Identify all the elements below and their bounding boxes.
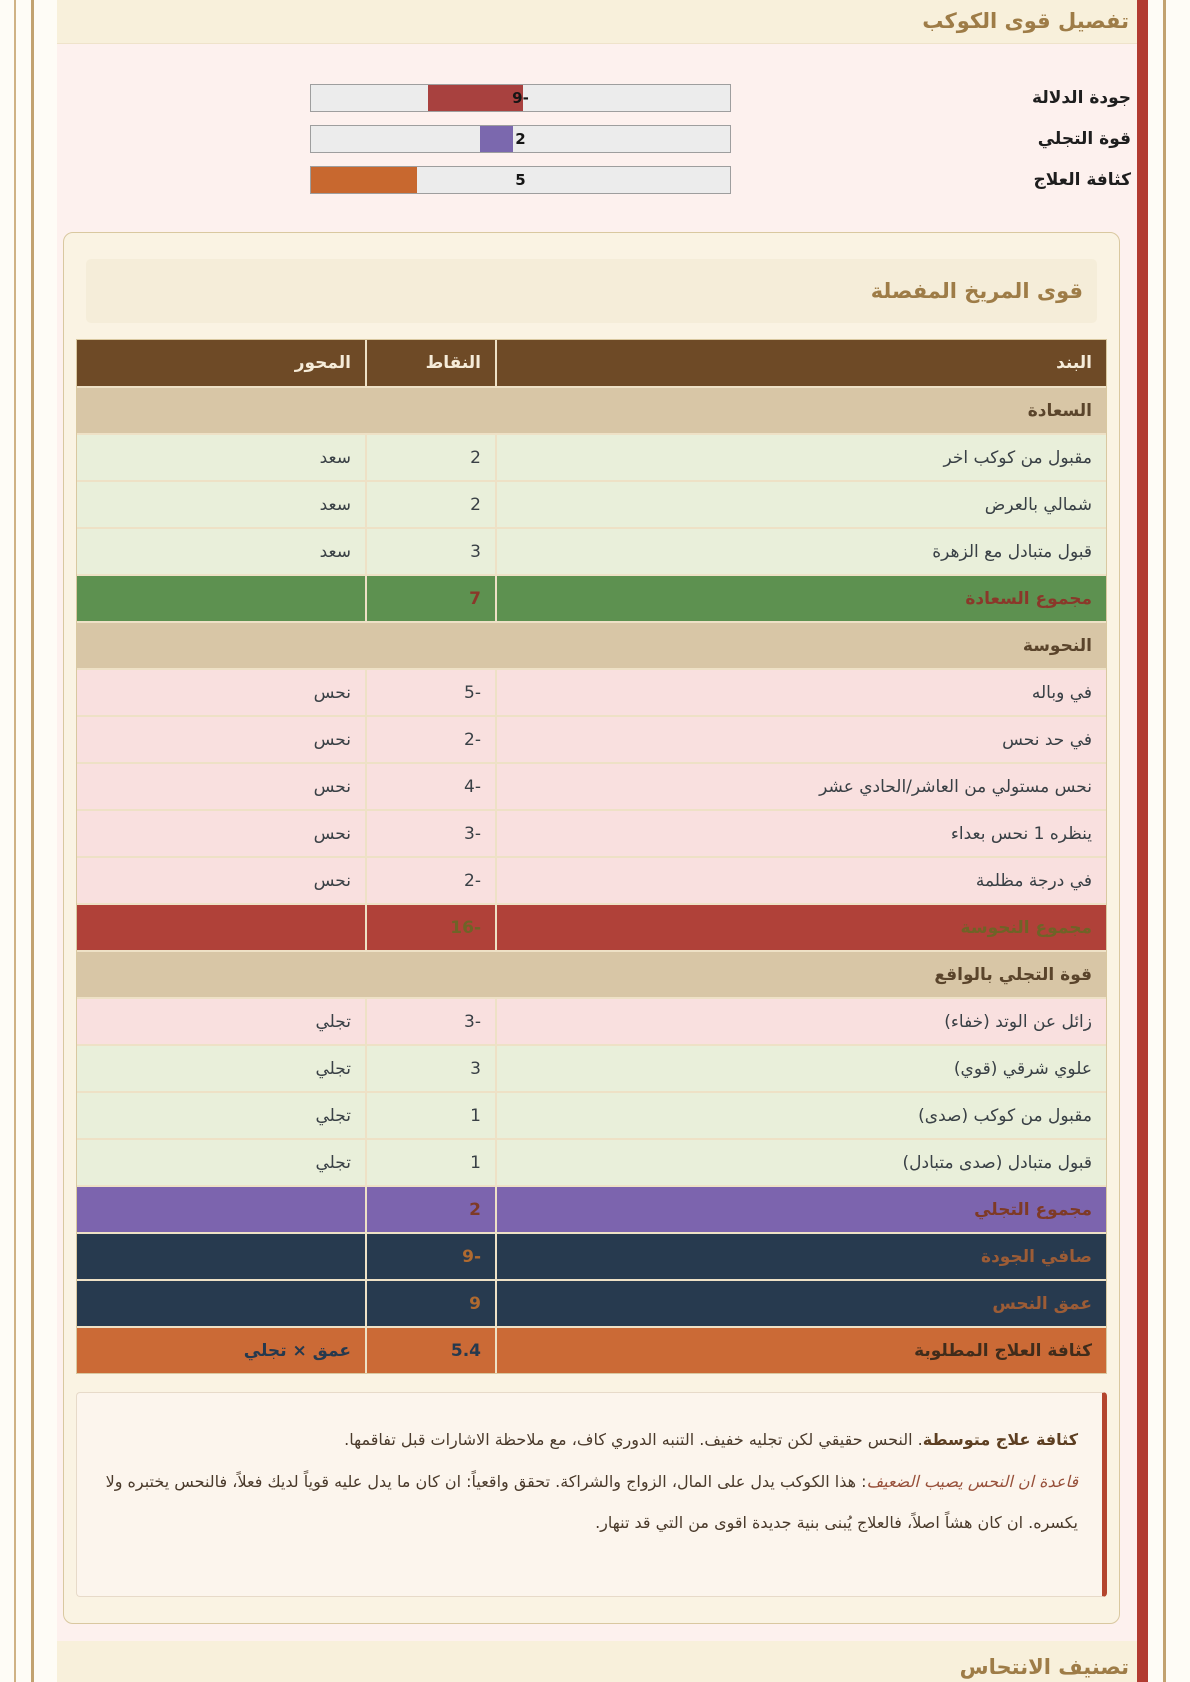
row-axis-cell <box>77 1281 365 1326</box>
row-item-cell: مجموع النحوسة <box>497 905 1106 950</box>
row-item-cell: في حد نحس <box>497 717 1106 762</box>
note-line-1 <box>101 1419 1078 1461</box>
row-item-cell: في وباله <box>497 670 1106 715</box>
row-points-cell: 1 <box>367 1140 495 1185</box>
row-item-cell: مقبول من كوكب اخر <box>497 435 1106 480</box>
row-item-cell: مجموع التجلي <box>497 1187 1106 1232</box>
row-points-cell: 7 <box>367 576 495 621</box>
row-points-cell: -16 <box>367 905 495 950</box>
row-points-cell: -2 <box>367 717 495 762</box>
row-item-cell: قبول متبادل مع الزهرة <box>497 529 1106 574</box>
total-row <box>77 576 1106 621</box>
right-red-stripe <box>1137 0 1148 1682</box>
row-item-cell: شمالي بالعرض <box>497 482 1106 527</box>
row-points-cell: النقاط <box>367 340 495 386</box>
note-line-2-text: : هذا الكوكب يدل على المال، الزواج والشراكة. تحقق واقعياً: ان كان ما يدل عليه قوياً لديك فعلاً، فالنحس يختبره ولا يكسره. ان كان هشاً اصلاً، فالعلاج يُبنى بنية جديدة اقوى من التي قد تنهار. <box>105 1471 1078 1533</box>
row-axis-cell: سعد <box>77 482 365 527</box>
gauge-row-manifestation-power <box>57 125 1137 153</box>
row-axis-cell: نحس <box>77 764 365 809</box>
gauge-track <box>310 125 731 153</box>
right-pinstripe <box>1163 0 1166 1682</box>
row-points-cell: 5.4 <box>367 1328 495 1373</box>
gauge-row-treatment-intensity <box>57 166 1137 194</box>
row-axis-cell <box>77 1234 365 1279</box>
section-header-row <box>77 952 1106 997</box>
table-header-row <box>77 340 1106 386</box>
row-axis-cell: نحس <box>77 717 365 762</box>
row-axis-cell: تجلي <box>77 1046 365 1091</box>
row-item-cell: مجموع السعادة <box>497 576 1106 621</box>
section-header-row <box>77 623 1106 668</box>
table-row <box>77 999 1106 1044</box>
row-points-cell: -3 <box>367 999 495 1044</box>
row-item-cell: البند <box>497 340 1106 386</box>
nahs-classification-header-bar <box>57 1641 1137 1682</box>
table-row <box>77 1046 1106 1091</box>
row-axis-cell <box>77 1187 365 1232</box>
row-axis-cell: سعد <box>77 529 365 574</box>
row-points-cell: 2 <box>367 435 495 480</box>
row-points-cell: 1 <box>367 1093 495 1138</box>
note-rule-title: قاعدة ان النحس يصيب الضعيف <box>866 1471 1078 1491</box>
table-row <box>77 1140 1106 1185</box>
section-title-cell: قوة التجلي بالواقع <box>77 952 1106 997</box>
row-axis-cell: نحس <box>77 858 365 903</box>
content-strip <box>57 0 1137 1682</box>
row-item-cell: صافي الجودة <box>497 1234 1106 1279</box>
page-title: تفصيل قوى الكوكب <box>922 8 1129 33</box>
gauge-label: جودة الدلالة <box>1032 88 1131 108</box>
gauges-block <box>57 44 1137 213</box>
row-axis-cell: تجلي <box>77 999 365 1044</box>
row-points-cell: -9 <box>367 1234 495 1279</box>
planet-powers-header-bar <box>57 0 1137 44</box>
table-row <box>77 858 1106 903</box>
table-row <box>77 482 1106 527</box>
row-axis-cell: نحس <box>77 670 365 715</box>
row-axis-cell <box>77 905 365 950</box>
mars-powers-card <box>63 232 1120 1624</box>
row-axis-cell: عمق × تجلي <box>77 1328 365 1373</box>
row-points-cell: -3 <box>367 811 495 856</box>
note-box <box>76 1392 1107 1597</box>
row-item-cell: عمق النحس <box>497 1281 1106 1326</box>
row-axis-cell: المحور <box>77 340 365 386</box>
table-row <box>77 717 1106 762</box>
table-row <box>77 529 1106 574</box>
row-points-cell: 2 <box>367 1187 495 1232</box>
gauge-value: 2 <box>515 130 526 148</box>
row-item-cell: ينظره 1 نحس بعداء <box>497 811 1106 856</box>
section-title-cell: النحوسة <box>77 623 1106 668</box>
row-axis-cell: تجلي <box>77 1093 365 1138</box>
left-outer-pinstripe <box>14 0 16 1682</box>
card-title-bar <box>86 259 1097 323</box>
total-row <box>77 905 1106 950</box>
table-row <box>77 670 1106 715</box>
gauge-value: -9 <box>512 89 529 107</box>
row-axis-cell: نحس <box>77 811 365 856</box>
table-row <box>77 435 1106 480</box>
row-item-cell: نحس مستولي من العاشر/الحادي عشر <box>497 764 1106 809</box>
section-header-row <box>77 388 1106 433</box>
gauge-track <box>310 84 731 112</box>
row-axis-cell: تجلي <box>77 1140 365 1185</box>
row-points-cell: 9 <box>367 1281 495 1326</box>
left-inner-pinstripe <box>31 0 34 1682</box>
summary-row <box>77 1328 1106 1373</box>
gauge-value: 5 <box>515 171 526 189</box>
gauge-track <box>310 166 731 194</box>
table-row <box>77 1093 1106 1138</box>
card-title: قوى المريخ المفصلة <box>870 279 1083 303</box>
row-points-cell: 3 <box>367 529 495 574</box>
table-row <box>77 764 1106 809</box>
row-points-cell: -4 <box>367 764 495 809</box>
row-item-cell: علوي شرقي (قوي) <box>497 1046 1106 1091</box>
row-item-cell: زائل عن الوتد (خفاء) <box>497 999 1106 1044</box>
row-points-cell: -5 <box>367 670 495 715</box>
note-line-1-text: . النحس حقيقي لكن تجليه خفيف. التنبه الدوري كاف، مع ملاحظة الاشارات قبل تفاقمها. <box>344 1430 923 1449</box>
gauge-row-significance-quality <box>57 84 1137 112</box>
section-title-cell: السعادة <box>77 388 1106 433</box>
row-item-cell: في درجة مظلمة <box>497 858 1106 903</box>
row-axis-cell: سعد <box>77 435 365 480</box>
note-intensity-verdict: كثافة علاج متوسطة <box>922 1430 1078 1449</box>
total-row <box>77 1187 1106 1232</box>
note-line-2 <box>101 1461 1078 1544</box>
summary-row <box>77 1234 1106 1279</box>
row-item-cell: مقبول من كوكب (صدى) <box>497 1093 1106 1138</box>
row-points-cell: 2 <box>367 482 495 527</box>
row-axis-cell <box>77 576 365 621</box>
row-points-cell: -2 <box>367 858 495 903</box>
summary-row <box>77 1281 1106 1326</box>
row-points-cell: 3 <box>367 1046 495 1091</box>
bottom-section-title: تصنيف الانتحاس <box>959 1655 1129 1679</box>
table-row <box>77 811 1106 856</box>
row-item-cell: قبول متبادل (صدى متبادل) <box>497 1140 1106 1185</box>
gauge-label: كثافة العلاج <box>1033 170 1131 190</box>
powers-table <box>76 339 1107 1374</box>
gauge-label: قوة التجلي <box>1037 129 1131 149</box>
row-item-cell: كثافة العلاج المطلوبة <box>497 1328 1106 1373</box>
